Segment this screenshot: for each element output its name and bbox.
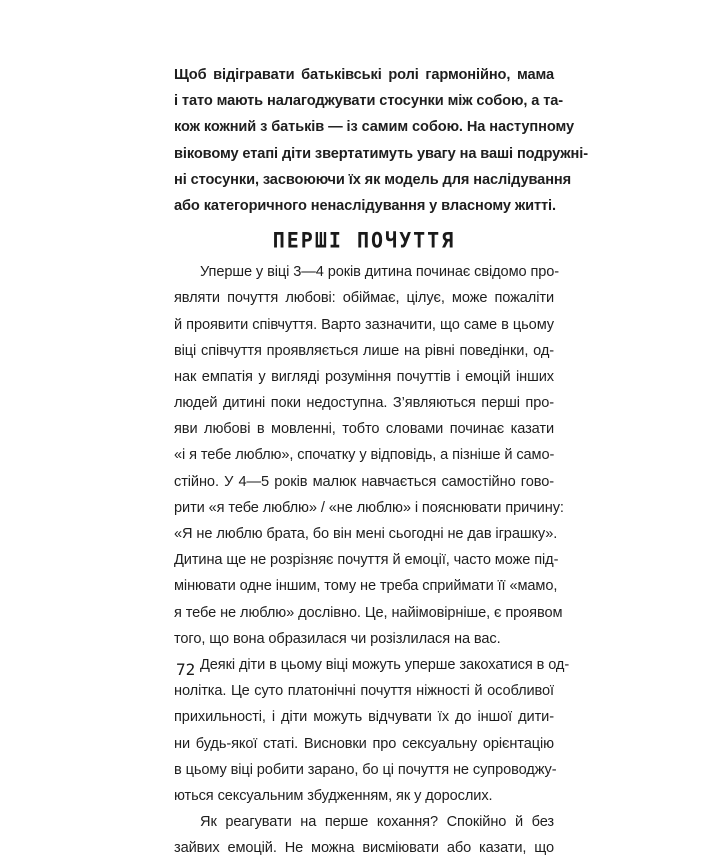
text-line: нак емпатія у вигляді розуміння почуттів і емоцій інших	[174, 368, 554, 385]
text-line: Як реагувати на перше кохання? Спокійно й без	[200, 814, 554, 831]
text-line: людей дитині поки недоступна. З’являються перші про-	[174, 395, 554, 412]
section-heading: ПЕРШІ ПОЧУТТЯ	[272, 227, 456, 254]
text-line: Деякі діти в цьому віці можуть уперше закохатися в од-	[200, 656, 570, 673]
text-line: являти почуття любові: обіймає, цілує, може пожаліти	[174, 290, 554, 307]
text-line: прихильності, і діти можуть відчувати їх до іншої дити-	[174, 709, 554, 726]
text-line: віковому етапі діти звертатимуть увагу на ваші подружні-	[174, 145, 588, 162]
text-line: стійно. У 4—5 років малюк навчається самостійно гово-	[174, 473, 554, 490]
text-line: і тато мають налагоджувати стосунки між собою, а та-	[174, 93, 564, 110]
body-paragraph-2	[174, 652, 570, 809]
text-line: ються сексуальним збудженням, як у дорослих.	[174, 787, 493, 804]
text-line: яви любові в мовленні, тобто словами починає казати	[174, 421, 554, 438]
text-line: в цьому віці робити зарано, бо ці почуття не супроводжу-	[174, 761, 557, 778]
text-line: зайвих емоцій. Не можна висміювати або казати, що	[174, 840, 554, 857]
text-line: ні стосунки, засвоюючи їх як модель для наслідування	[174, 171, 572, 188]
text-line: Уперше у віці 3—4 років дитина починає свідомо про-	[200, 264, 560, 281]
text-line: Щоб відігравати батьківські ролі гармонійно, мама	[174, 67, 554, 83]
intro-paragraph	[174, 62, 588, 219]
text-line: віці співчуття проявляється лише на рівні поведінки, од-	[174, 342, 554, 359]
text-line: рити «я тебе люблю» / «не люблю» і пояснювати причину:	[174, 499, 564, 516]
text-line: кож кожний з батьків — із самим собою. На наступному	[174, 119, 574, 136]
text-line: нолітка. Це суто платонічні почуття ніжності й особливої	[174, 683, 554, 700]
text-line: мінювати одне іншим, тому не треба сприймати її «мамо,	[174, 578, 558, 595]
body-paragraph-1	[174, 259, 564, 652]
text-line: «і я тебе люблю», спочатку у відповідь, а пізніше й само-	[174, 447, 555, 464]
text-line: ни будь-якої статі. Висновки про сексуальну орієнтацію	[174, 735, 554, 752]
text-line: або категоричного ненаслідування у власному житті.	[174, 197, 556, 214]
text-line: й проявити співчуття. Варто зазначити, що саме в цьому	[174, 316, 554, 333]
body-paragraph-3	[174, 809, 554, 861]
text-line: Дитина ще не розрізняє почуття й емоції, часто може під-	[174, 552, 559, 569]
text-column	[174, 62, 588, 861]
text-line: «Я не люблю брата, бо він мені сьогодні не дав іграшку».	[174, 526, 558, 542]
text-line: я тебе не люблю» дослівно. Це, найімовірніше, є проявом	[174, 604, 563, 621]
text-line: того, що вона образилася чи розізлилася на вас.	[174, 630, 501, 647]
page-number: 72	[176, 660, 196, 679]
